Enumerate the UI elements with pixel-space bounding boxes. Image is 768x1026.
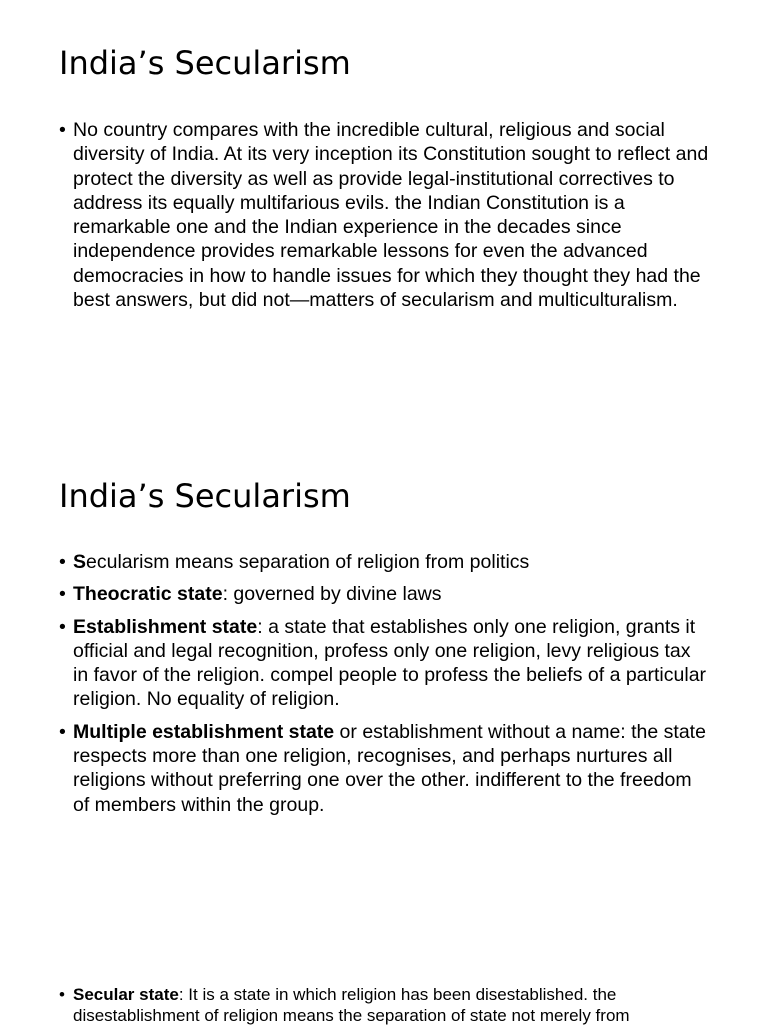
bullet-term: Multiple establishment state: [73, 720, 335, 743]
slide-1-title: India’s Secularism: [59, 44, 351, 82]
bullet-term: Secular state: [73, 985, 179, 1004]
bullet-text: : governed by divine laws: [222, 583, 442, 606]
bullet-text: or establishment without a name: the state respects more than one religion, recognises, and perhaps nurtures all religions without preferring one over the other. indifferent to the freedom of members within the group.: [73, 720, 706, 816]
slide-3-bullet-list: [59, 984, 709, 1026]
bullet-term: Theocratic state: [73, 583, 223, 606]
slide-1-bullet-1: • No country compares with the incredible cultural, religious and social diversity of India. At its very inception its Constitution sought to reflect and protect the diversity as well as provide legal-institutional correctives to address its equally multifarious evils. the Indian Constitution is a remarkable one and the Indian experience in the decades since independence provides remarkable lessons for even the advanced democracies in how to handle issues for which they thought they had the best answers, but did not—matters of secularism and multiculturalism.: [59, 118, 709, 312]
bullet-text: ecularism means separation of religion from politics: [86, 551, 530, 573]
bullet-term: Establishment state: [73, 615, 258, 638]
slide-3-bullet-secular-state: [59, 984, 709, 1026]
bullet-term: S: [73, 551, 87, 573]
bullet-text: : It is a state in which religion has been disestablished. the disestablishment of religion means the separation of state not merely from: [73, 985, 630, 1025]
bullet-text: : a state that establishes only one religion, grants it official and legal recognition, profess only one religion, levy religious tax in favor of the religion. compel people to profess the beliefs of a particular religion. No equality of religion.: [73, 615, 707, 711]
slide-2-title: India’s Secularism: [59, 477, 351, 515]
